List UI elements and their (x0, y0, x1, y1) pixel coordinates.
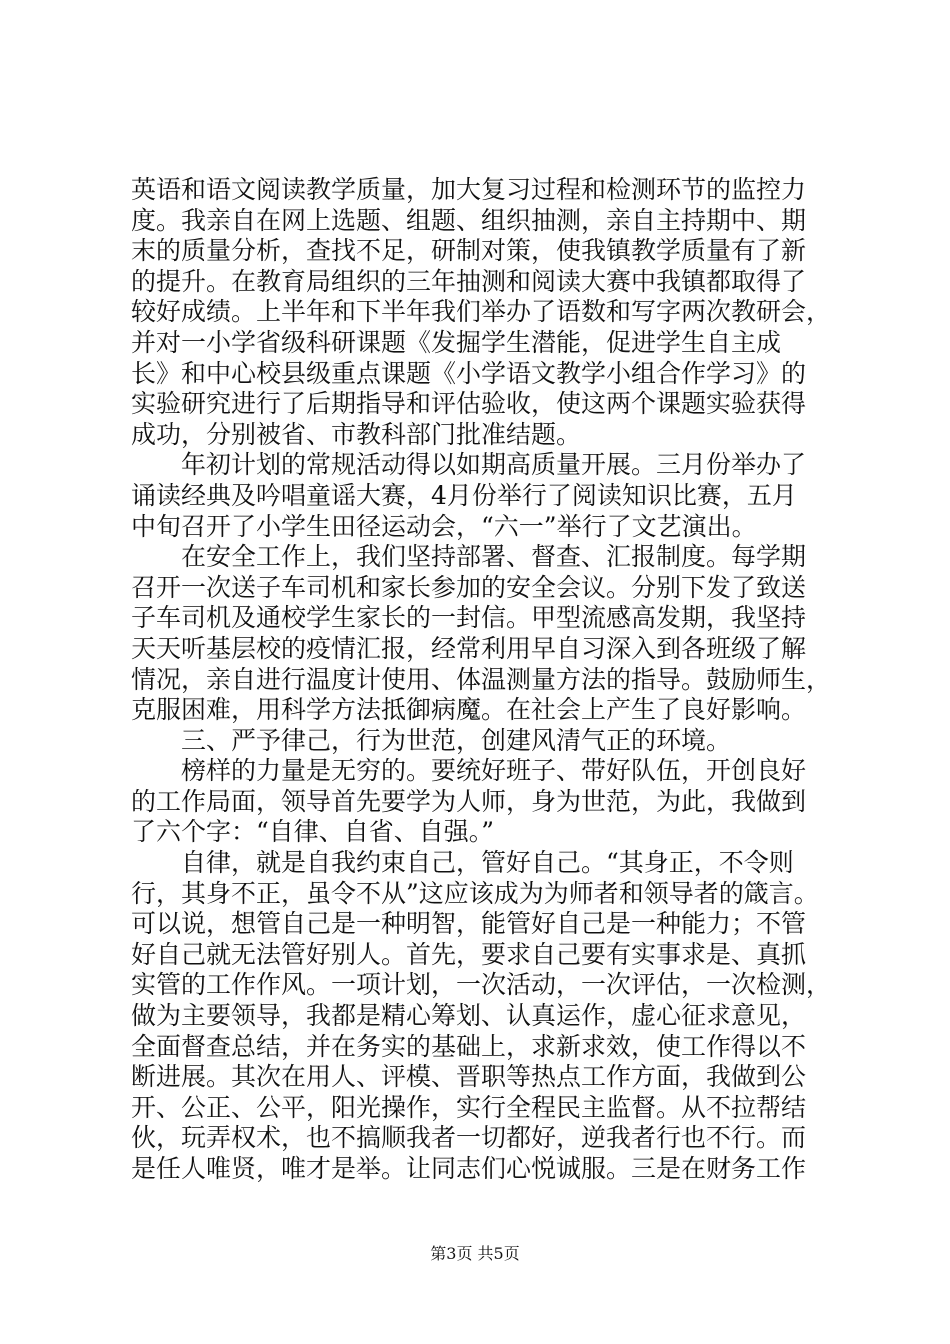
text-line: 长》和中心校县级重点课题《小学语文教学小组合作学习》的 (131, 358, 807, 388)
text-line: 英语和语文阅读教学质量，加大复习过程和检测环节的监控力 (131, 175, 807, 204)
text-line: 的提升。在教育局组织的三年抽测和阅读大赛中我镇都取得了 (131, 266, 807, 296)
text-line: 并对一小学省级科研课题《发掘学生潜能，促进学生自主成 (131, 327, 782, 357)
text-line: 成功，分别被省、市教科部门批准结题。 (131, 419, 582, 449)
text-line: 召开一次送子车司机和家长参加的安全会议。分别下发了致送 (131, 572, 807, 602)
text-line: 全面督查总结，并在务实的基础上，求新求效，使工作得以不 (131, 1031, 807, 1061)
text-line: 中旬召开了小学生田径运动会，“六一”举行了文艺演出。 (131, 511, 757, 541)
text-line: 较好成绩。上半年和下半年我们举办了语数和写字两次教研会， (131, 297, 832, 327)
text-line: 在安全工作上，我们坚持部署、督查、汇报制度。每学期 (181, 542, 807, 572)
text-line: 年初计划的常规活动得以如期高质量开展。三月份举办了 (181, 450, 807, 480)
text-line: 好自己就无法管好别人。首先，要求自己要有实事求是、真抓 (131, 939, 807, 969)
text-line: 伙，玩弄权术，也不搞顺我者一切都好，逆我者行也不行。而 (131, 1123, 807, 1153)
text-line: 自律，就是自我约束自己，管好自己。“其身正，不令则 (181, 848, 794, 878)
text-line: 实管的工作作风。一项计划，一次活动，一次评估，一次检测， (131, 970, 832, 1000)
text-line: 天天听基层校的疫情汇报，经常利用早自习深入到各班级了解 (131, 633, 807, 663)
text-line: 断进展。其次在用人、评模、晋职等热点工作方面，我做到公 (131, 1062, 807, 1092)
text-line: 诵读经典及吟唱童谣大赛，4月份举行了阅读知识比赛，五月 (131, 480, 797, 510)
text-line: 实验研究进行了后期指导和评估验收，使这两个课题实验获得 (131, 389, 807, 419)
text-line: 开、公正、公平，阳光操作，实行全程民主监督。从不拉帮结 (131, 1092, 807, 1122)
text-line: 了六个字：“自律、自省、自强。” (131, 817, 495, 847)
text-line: 克服困难，用科学方法抵御病魔。在社会上产生了良好影响。 (131, 695, 807, 725)
text-line: 可以说，想管自己是一种明智，能管好自己是一种能力；不管 (131, 909, 807, 939)
text-line: 榜样的力量是无穷的。要统好班子、带好队伍，开创良好 (181, 756, 807, 786)
text-line: 做为主要领导，我都是精心筹划、认真运作，虚心征求意见， (131, 1001, 807, 1031)
page-footer: 第3页 共5页 (430, 1244, 520, 1263)
text-line: 是任人唯贤，唯才是举。让同志们心悦诚服。三是在财务工作 (131, 1154, 807, 1183)
text-line: 三、严予律己，行为世范，创建风清气正的环境。 (181, 725, 732, 755)
text-line: 行，其身不正，虽令不从”这应该成为为师者和领导者的箴言。 (131, 878, 819, 908)
text-line: 的工作局面，领导首先要学为人师，身为世范，为此，我做到 (131, 786, 807, 816)
document-body (131, 175, 831, 1185)
text-line: 度。我亲自在网上选题、组题、组织抽测，亲自主持期中、期 (131, 205, 807, 235)
text-line: 末的质量分析，查找不足，研制对策，使我镇教学质量有了新 (131, 236, 807, 266)
text-line: 子车司机及通校学生家长的一封信。甲型流感高发期，我坚持 (131, 603, 807, 633)
text-line: 情况，亲自进行温度计使用、体温测量方法的指导。鼓励师生， (131, 664, 832, 694)
